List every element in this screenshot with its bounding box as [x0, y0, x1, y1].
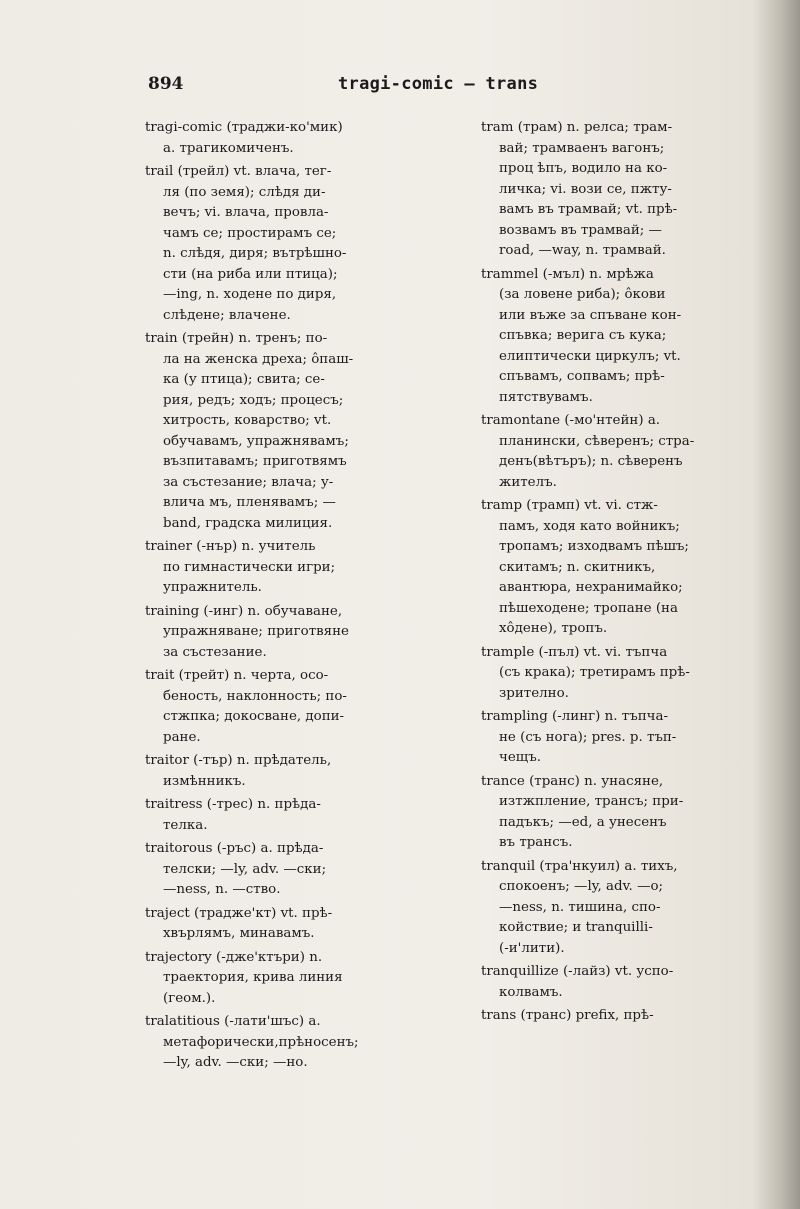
entry-line: (геом.). [163, 990, 216, 1006]
entry-line: беность, наклонность; по- [163, 688, 347, 704]
running-head: tragi-comic — trans [338, 74, 539, 94]
entry-headline: tralatitious (-лати'шъс) a. [145, 1014, 321, 1029]
entry-headline: trainer (-нър) n. учитель [145, 539, 316, 554]
entry-line: телка. [163, 817, 208, 833]
entry-line: band, градска милиция. [163, 515, 333, 531]
entry-line: спъвка; верига съ кука; [499, 328, 667, 343]
dictionary-entry [481, 772, 763, 854]
entry-line: хôдене), тропъ. [499, 621, 608, 636]
entry-line: за състезание. [163, 644, 267, 660]
entry-line: вечъ; vi. влача, провла- [163, 205, 329, 220]
dictionary-entry [145, 1012, 471, 1074]
entry-line: сти (на риба или птица); [163, 266, 338, 282]
entry-line: за състезание; влача; у- [163, 474, 334, 490]
entry-line: возвамъ въ трамвай; — [499, 222, 662, 238]
entry-headline: tragi-comic (траджи-ко'мик) [145, 120, 343, 135]
entry-line: телски; —ly, adv. —ски; [163, 861, 327, 877]
entry-line: зрително. [499, 685, 569, 701]
entry-line: обучавамъ, упражнявамъ; [163, 433, 349, 449]
entry-line: елиптически циркулъ; vt. [499, 348, 681, 364]
entry-line: (съ крака); третирамъ прѣ- [499, 665, 690, 680]
entry-line: траектория, крива линия [163, 970, 343, 985]
entry-line: хвърлямъ, минавамъ. [163, 926, 315, 941]
entry-headline: tranquil (тра'нкуил) a. тихъ, [481, 858, 678, 874]
entry-line: (-и'лити). [499, 940, 565, 956]
dictionary-entry [481, 1006, 763, 1027]
entry-line: рия, редъ; ходъ; процесъ; [163, 392, 344, 408]
entry-line: спъвамъ, сопвамъ; прѣ- [499, 369, 665, 384]
entry-headline: tramontane (-мо'нтейн) a. [481, 413, 661, 428]
dictionary-entry [481, 411, 763, 493]
entry-line: ла на женска дреха; ôпаш- [163, 351, 354, 367]
entry-headline: tramp (трамп) vt. vi. стж- [481, 498, 658, 513]
entry-line: а. трагикомиченъ. [163, 140, 294, 156]
entry-headline: trample (-пъл) vt. vi. тъпча [481, 644, 668, 660]
entry-line: —ly, adv. —ски; —но. [163, 1055, 308, 1070]
dictionary-entry [145, 162, 471, 326]
entry-line: хитрость, коварство; vt. [163, 413, 332, 428]
dictionary-entry [145, 602, 471, 664]
entry-line: n. слѣдя, диря; вътрѣшно- [163, 246, 347, 261]
entry-headline: traitor (-тър) n. прѣдатель, [145, 753, 332, 768]
entry-headline: trans (транс) prefix, прѣ- [481, 1008, 654, 1023]
entry-line: койствие; и tranquilli- [499, 920, 653, 935]
entry-line: стжпка; докосване, допи- [163, 709, 345, 724]
entry-line: вай; трамваенъ вагонъ; [499, 140, 665, 156]
entry-line: чещъ. [499, 750, 542, 765]
entry-line: въ трансъ. [499, 835, 573, 850]
dictionary-entry [145, 666, 471, 748]
entry-headline: trajectory (-дже'ктъри) n. [145, 949, 323, 965]
dictionary-entry [481, 707, 763, 769]
entry-line: памъ, ходя като войникъ; [499, 518, 680, 534]
page-number: 894 [148, 74, 184, 94]
entry-line: ране. [163, 729, 201, 745]
entry-line: ля (по земя); слѣдя ди- [163, 184, 326, 200]
entry-line: изтжпление, трансъ; при- [499, 794, 684, 809]
entry-line: скитамъ; n. скитникъ, [499, 559, 656, 575]
entry-line: упражнитель. [163, 580, 262, 595]
entry-line: пѣшеходене; тропане (на [499, 600, 678, 616]
entry-line: упражняване; приготвяне [163, 624, 349, 639]
dictionary-entry [481, 118, 763, 262]
entry-headline: trampling (-линг) n. тъпча- [481, 709, 669, 724]
dictionary-entry [481, 857, 763, 960]
right-column [481, 118, 763, 1030]
entry-headline: tram (трам) n. релса; трам- [481, 120, 673, 135]
dictionary-entry [145, 537, 471, 599]
entry-line: ка (у птица); свита; се- [163, 372, 325, 387]
entry-line: авантюра, нехранимайко; [499, 580, 683, 595]
entry-line: измѣнникъ. [163, 773, 246, 789]
dictionary-entry [145, 948, 471, 1010]
entry-headline: traject (траджe'кт) vt. прѣ- [145, 905, 333, 921]
entry-line: слѣдене; влачене. [163, 307, 291, 323]
dictionary-entry [145, 329, 471, 534]
entry-line: възпитавамъ; приготвямъ [163, 454, 347, 469]
entry-line: жителъ. [499, 474, 557, 490]
dictionary-entry [145, 795, 471, 836]
left-column [145, 118, 471, 1077]
entry-headline: traitorous (-ръс) a. прѣда- [145, 841, 324, 856]
entry-line: вамъ въ трамвай; vt. прѣ- [499, 202, 678, 217]
entry-line: колвамъ. [499, 984, 563, 1000]
dictionary-entry [481, 496, 763, 640]
dictionary-entry [481, 265, 763, 409]
entry-line: road, —way, n. трамвай. [499, 243, 666, 258]
entry-line: или въже за спъване кон- [499, 307, 682, 323]
entry-line: планински, сѣверенъ; стра- [499, 433, 695, 449]
dictionary-entry [145, 118, 471, 159]
entry-line: спокоенъ; —ly, adv. —о; [499, 879, 664, 894]
entry-headline: trammel (-мъл) n. мрѣжа [481, 266, 654, 282]
entry-line: тропамъ; изходвамъ пѣшъ; [499, 539, 689, 554]
dictionary-entry [145, 751, 471, 792]
dictionary-entry [481, 643, 763, 705]
entry-line: чамъ се; простирамъ се; [163, 225, 337, 241]
entry-headline: trail (трейл) vt. влача, тег- [145, 164, 332, 179]
entry-line: не (съ нога); pres. p. тъп- [499, 729, 677, 745]
page-header [148, 74, 768, 100]
entry-line: падъкъ; —ed, a унесенъ [499, 814, 667, 830]
entry-line: пятствувамъ. [499, 389, 593, 405]
dictionary-entry [481, 962, 763, 1003]
entry-line: проц ѣпъ, водило на ко- [499, 161, 668, 176]
entry-line: влича мъ, пленявамъ; — [163, 495, 336, 510]
entry-line: —ness, n. —ство. [163, 882, 281, 897]
entry-line: —ness, n. тишина, спо- [499, 899, 661, 915]
entry-headline: trance (транс) n. унасяне, [481, 773, 664, 789]
entry-line: метафорически,прѣносенъ; [163, 1034, 359, 1050]
dictionary-entry [145, 904, 471, 945]
entry-headline: tranquillize (-лайз) vt. успо- [481, 964, 674, 979]
entry-line: денъ(вѣтъръ); n. сѣверенъ [499, 454, 683, 469]
entry-headline: traitress (-трес) n. прѣда- [145, 797, 321, 812]
entry-line: по гимнастически игри; [163, 559, 336, 575]
entry-line: —ing, n. ходене по диря, [163, 287, 337, 302]
entry-headline: training (-инг) n. обучаване, [145, 603, 343, 619]
entry-line: личка; vi. вози се, пжту- [499, 181, 672, 197]
dictionary-entry [145, 839, 471, 901]
entry-headline: trait (трейт) n. черта, осо- [145, 668, 329, 683]
entry-headline: train (трейн) n. тренъ; по- [145, 331, 328, 346]
entry-line: (за ловене риба); ôкови [499, 287, 666, 302]
